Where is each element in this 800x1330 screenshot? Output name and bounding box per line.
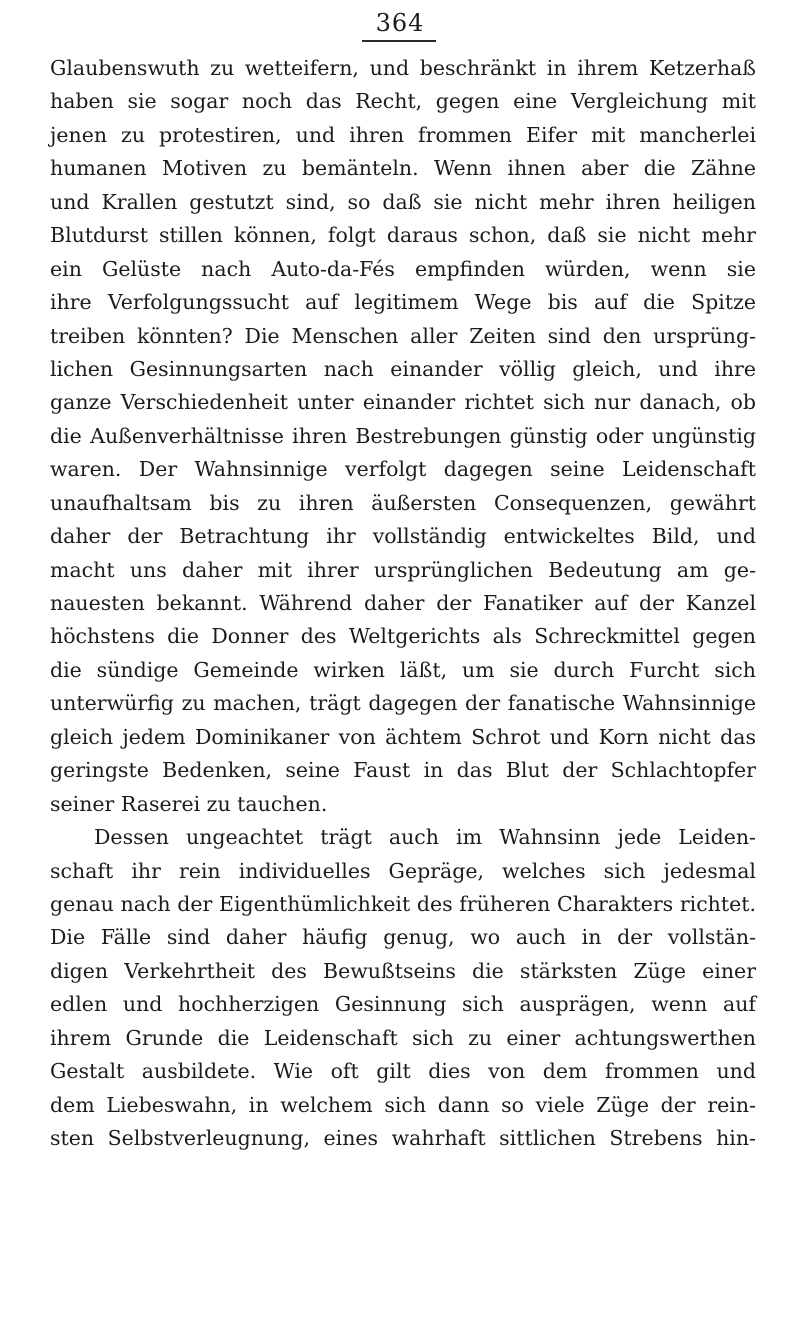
header-rule xyxy=(362,40,436,42)
text-line: höchstens die Donner des Weltgerichts als Schreckmittel gegen xyxy=(50,624,756,649)
page-number: 364 xyxy=(375,9,425,37)
text-line: haben sie sogar noch das Recht, gegen eine Vergleichung mit xyxy=(50,89,756,114)
text-line: humanen Motiven zu bemänteln. Wenn ihnen aber die Zähne xyxy=(50,156,756,181)
text-line: seiner Raserei zu tauchen. xyxy=(50,791,328,816)
text-line: daher der Betrachtung ihr vollständig entwickeltes Bild, und xyxy=(50,524,756,549)
text-line: unterwürfig zu machen, trägt dagegen der fanatische Wahnsinnige xyxy=(50,691,756,716)
text-line: Dessen ungeachtet trägt auch im Wahnsinn jede Leiden- xyxy=(94,825,756,850)
text-line: Blutdurst stillen können, folgt daraus schon, daß sie nicht mehr xyxy=(50,223,756,248)
text-line: sten Selbstverleugnung, eines wahrhaft sittlichen Strebens hin- xyxy=(50,1126,756,1150)
text-line: gleich jedem Dominikaner von ächtem Schrot und Korn nicht das xyxy=(50,724,756,749)
text-line: digen Verkehrtheit des Bewußtseins die stärksten Züge einer xyxy=(50,958,756,983)
text-line: edlen und hochherzigen Gesinnung sich ausprägen, wenn auf xyxy=(50,992,756,1017)
text-line: Die Fälle sind daher häufig genug, wo auch in der vollstän- xyxy=(50,925,756,950)
text-line: dem Liebeswahn, in welchem sich dann so viele Züge der rein- xyxy=(50,1092,756,1117)
text-line: die Außenverhältnisse ihren Bestrebungen günstig oder ungünstig xyxy=(50,423,756,448)
text-line: ihrem Grunde die Leidenschaft sich zu einer achtungswerthen xyxy=(50,1025,756,1050)
text-line: nauesten bekannt. Während daher der Fanatiker auf der Kanzel xyxy=(50,591,756,615)
text-line: Gestalt ausbildete. Wie oft gilt dies von dem frommen und xyxy=(50,1059,756,1084)
text-line: unaufhaltsam bis zu ihren äußersten Consequenzen, gewährt xyxy=(50,490,756,515)
text-line: Glaubenswuth zu wetteifern, und beschränkt in ihrem Ketzerhaß xyxy=(50,56,756,80)
text-line: ein Gelüste nach Auto-da-Fés empfinden würden, wenn sie xyxy=(50,256,756,281)
text-line: ihre Verfolgungssucht auf legitimem Wege bis auf die Spitze xyxy=(50,290,756,315)
text-line: waren. Der Wahnsinnige verfolgt dagegen seine Leidenschaft xyxy=(50,457,756,482)
text-line: genau nach der Eigenthümlichkeit des früheren Charakters richtet. xyxy=(50,891,756,916)
body-text xyxy=(50,52,756,1155)
text-line: und Krallen gestutzt sind, so daß sie nicht mehr ihren heiligen xyxy=(50,189,756,214)
text-line: lichen Gesinnungsarten nach einander völlig gleich, und ihre xyxy=(50,356,756,381)
text-line: jenen zu protestiren, und ihren frommen Eifer mit mancherlei xyxy=(50,122,756,147)
text-line: geringste Bedenken, seine Faust in das Blut der Schlachtopfer xyxy=(50,758,756,783)
text-line: macht uns daher mit ihrer ursprünglichen Bedeutung am ge- xyxy=(50,557,756,582)
text-line: ganze Verschiedenheit unter einander richtet sich nur danach, ob xyxy=(50,390,756,415)
text-line: treiben könnten? Die Menschen aller Zeiten sind den ursprüng- xyxy=(50,323,756,348)
text-line: schaft ihr rein individuelles Gepräge, welches sich jedesmal xyxy=(50,858,756,883)
text-line: die sündige Gemeinde wirken läßt, um sie durch Furcht sich xyxy=(50,657,756,682)
